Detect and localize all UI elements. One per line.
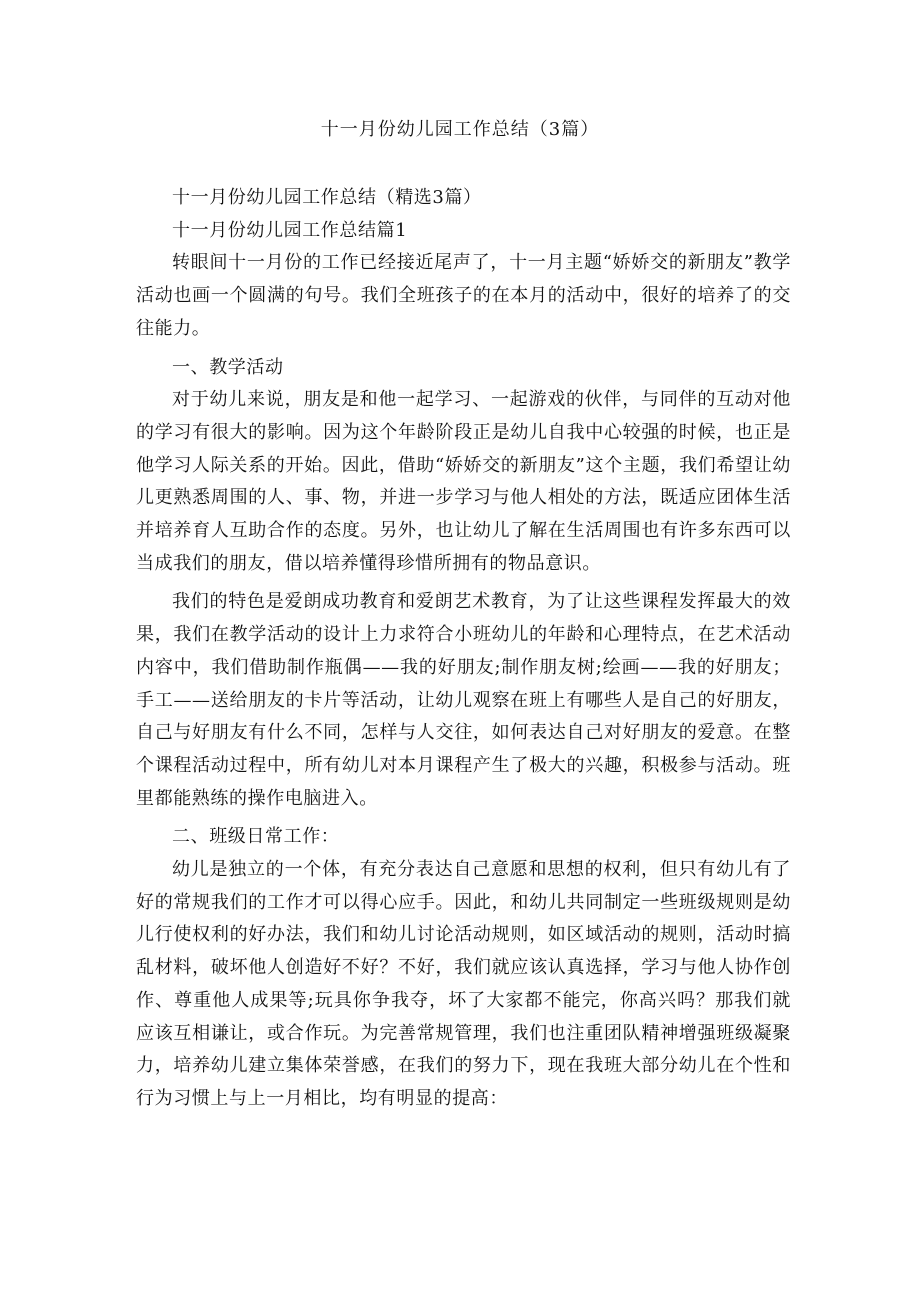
heading-teaching-activities: 一、教学活动 (172, 356, 284, 378)
document-body (136, 182, 791, 1122)
document-title: 十一月份幼儿园工作总结（3篇） (320, 119, 600, 140)
heading-daily-work: 二、班级日常工作： (172, 826, 340, 848)
paragraph-teaching-2: 我们的特色是爱朗成功教育和爱朗艺术教育，为了让这些课程发挥最大的效果，我们在教学活动的设计上力求符合小班幼儿的年龄和心理特点，在艺术活动内容中，我们借助制作瓶偶——我的好朋友;制作朋友树;绘画——我的好朋友；手工——送给朋友的卡片等活动，让幼儿观察在班上有哪些人是自己的好朋友，自己与好朋友有什么不同，怎样与人交往，如何表达自己对好朋友的爱意。在整个课程活动过程中，所有幼儿对本月课程产生了极大的兴趣，积极参与活动。班里都能熟练的操作电脑进入。 (136, 591, 791, 809)
section-title: 十一月份幼儿园工作总结篇1 (172, 219, 408, 241)
paragraph-daily-work: 幼儿是独立的一个体，有充分表达自己意愿和思想的权利，但只有幼儿有了好的常规我们的工作才可以得心应手。因此，和幼儿共同制定一些班级规则是幼儿行使权利的好办法，我们和幼儿讨论活动规则，如区域活动的规则，活动时搞乱材料，破坏他人创造好不好？不好，我们就应该认真选择，学习与他人协作创作、尊重他人成果等;玩具你争我夺，坏了大家都不能完，你高兴吗？那我们就应该互相谦让，或合作玩。为完善常规管理，我们也注重团队精神增强班级凝聚力，培养幼儿建立集体荣誉感，在我们的努力下，现在我班大部分幼儿在个性和行为习惯上与上一月相比，均有明显的提高： (136, 859, 791, 1109)
paragraph-intro: 转眼间十一月份的工作已经接近尾声了，十一月主题“娇娇交的新朋友”教学活动也画一个圆满的句号。我们全班孩子的在本月的活动中，很好的培养了的交往能力。 (136, 252, 791, 339)
paragraph-teaching-1: 对于幼儿来说，朋友是和他一起学习、一起游戏的伙伴，与同伴的互动对他的学习有很大的影响。因为这个年龄阶段正是幼儿自我中心较强的时候，也正是他学习人际关系的开始。因此，借助“娇娇交的新朋友”这个主题，我们希望让幼儿更熟悉周围的人、事、物，并进一步学习与他人相处的方法，既适应团体生活并培养育人互助合作的态度。另外，也让幼儿了解在生活周围也有许多东西可以当成我们的朋友，借以培养懂得珍惜所拥有的物品意识。 (136, 389, 791, 574)
document-subtitle: 十一月份幼儿园工作总结（精选3篇） (172, 187, 482, 208)
